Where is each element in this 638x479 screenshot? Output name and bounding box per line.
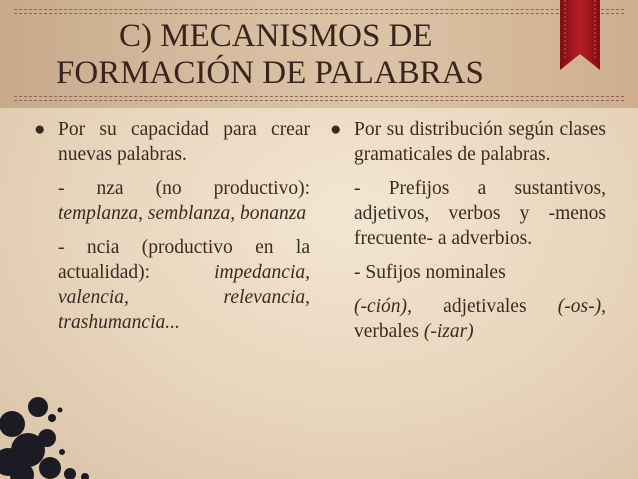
- title-band: [0, 0, 638, 108]
- suffix-cion: (-ción): [354, 296, 408, 317]
- title-border-top-inner: [14, 13, 624, 14]
- nza-examples: templanza, semblanza, bonanza: [58, 203, 307, 224]
- title-line-2: FORMACIÓN DE PALABRAS: [56, 55, 484, 91]
- title-line-1: C) MECANISMOS DE: [119, 18, 433, 54]
- left-bullet-text: Por su capacidad para crear nuevas palabras.: [58, 119, 310, 165]
- ncia-label: - ncia (productivo en la actualidad):: [58, 237, 310, 283]
- suffix-text-1: , adjetivales: [407, 296, 558, 317]
- suffix-text-2: , verbales: [354, 296, 606, 342]
- title-border-bottom: [14, 100, 624, 101]
- left-paragraph-ncia: [34, 235, 310, 335]
- right-paragraph-prefijos: - Prefijos a sustantivos, adjetivos, verbos y -menos frecuente- a adverbios.: [354, 178, 606, 249]
- suffix-os: (-os-): [557, 296, 602, 317]
- suffix-izar: (-izar): [423, 321, 474, 342]
- bullet-dot-icon: ●: [330, 119, 342, 140]
- right-paragraph-suffix-examples: [330, 294, 606, 344]
- nza-label: - nza (no productivo):: [58, 178, 310, 199]
- right-bullet-item: [330, 117, 606, 167]
- slide-title: [56, 18, 536, 92]
- left-bullet-item: [34, 117, 310, 167]
- ncia-examples: impedancia, valencia, relevancia, trashumancia...: [58, 262, 310, 333]
- right-column: [330, 117, 606, 344]
- right-bullet-text: Por su distribución según clases gramaticales de palabras.: [354, 119, 606, 165]
- title-border-bottom-inner: [14, 96, 624, 97]
- title-border-top: [14, 9, 624, 10]
- bullet-dot-icon: ●: [34, 119, 46, 140]
- bookmark-ribbon-icon: [557, 0, 603, 75]
- ink-splatter: [0, 380, 110, 479]
- left-paragraph-nza: [34, 176, 310, 226]
- right-paragraph-sufijos: - Sufijos nominales: [354, 262, 506, 283]
- left-column: [34, 117, 310, 335]
